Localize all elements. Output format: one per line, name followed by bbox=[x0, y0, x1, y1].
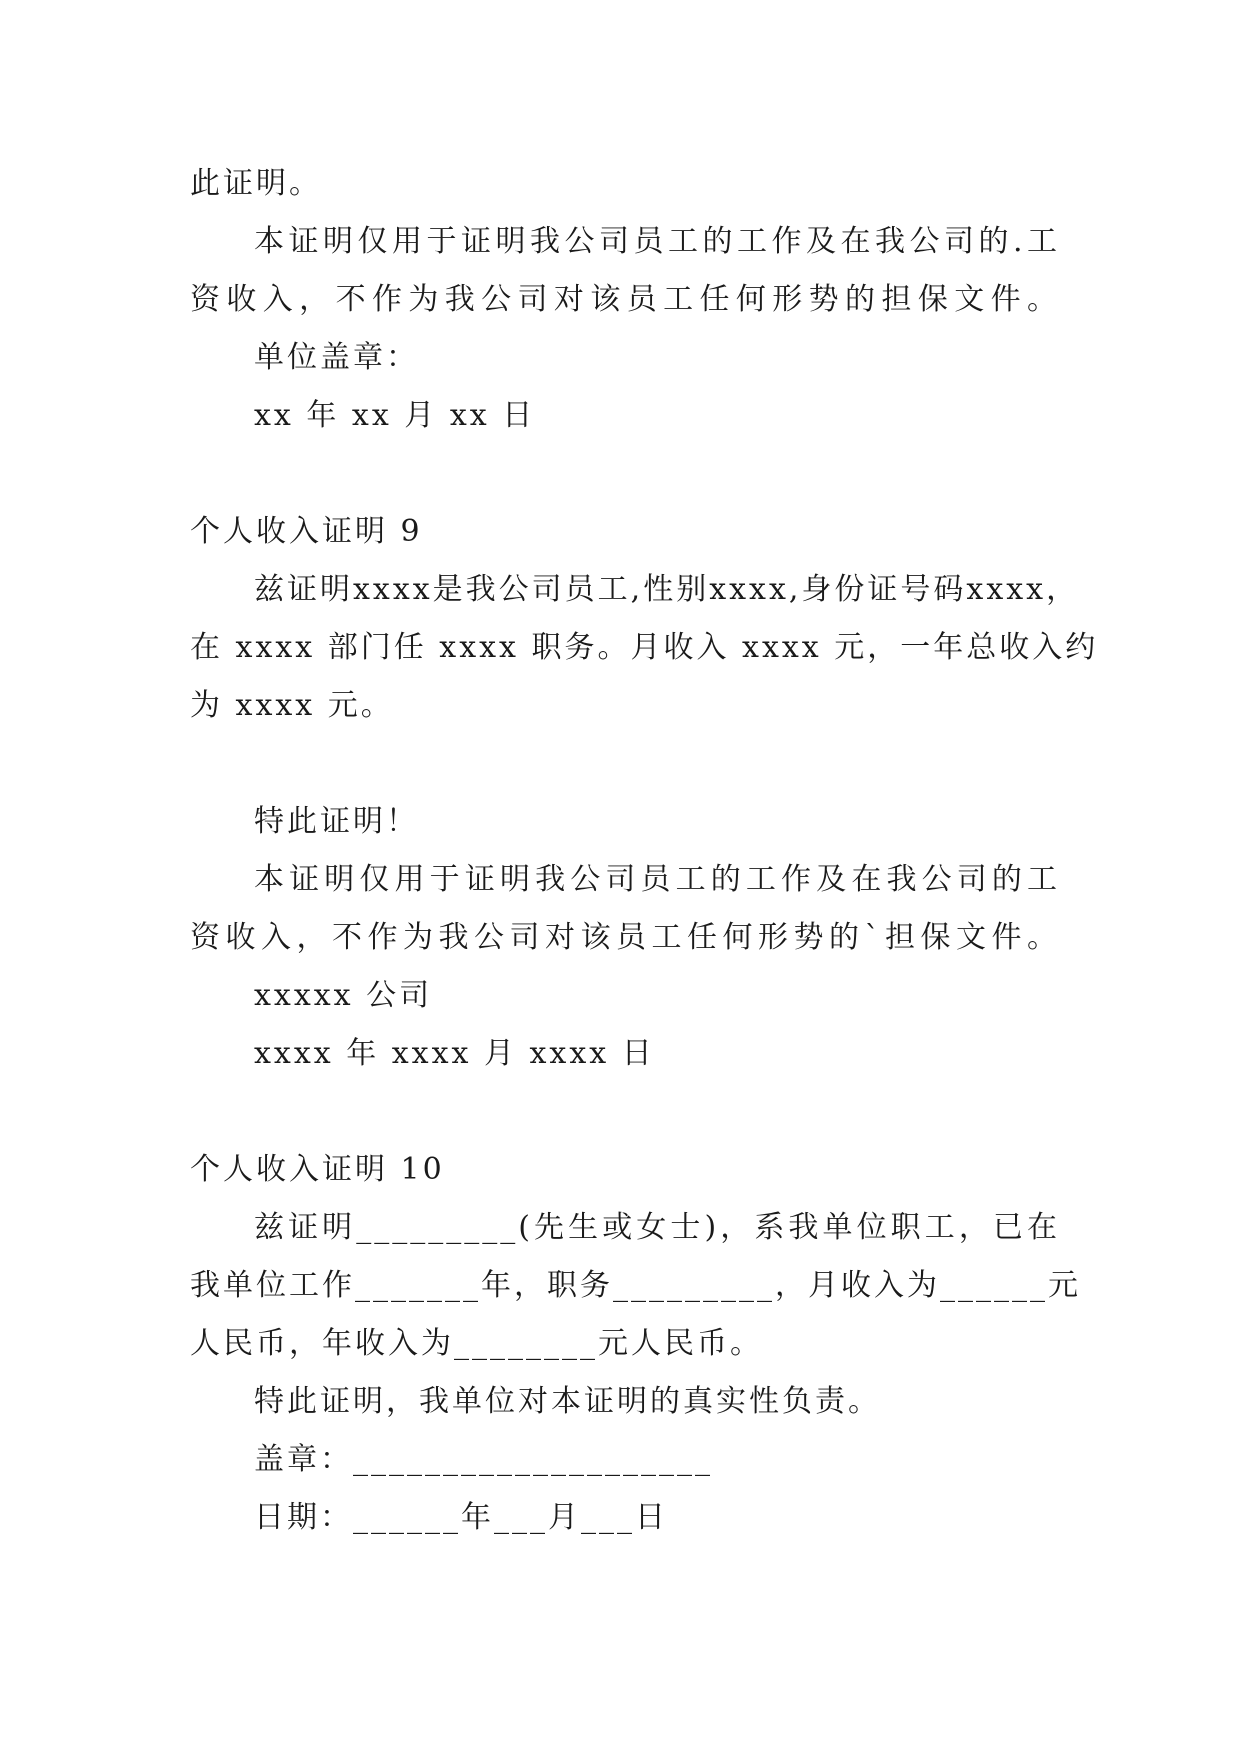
section9-title: 个人收入证明 9 bbox=[190, 514, 423, 549]
section9-body-line3: 为 xxxx 元。 bbox=[190, 688, 394, 723]
section8-seal-label: 单位盖章： bbox=[254, 340, 419, 375]
section10-body-line3: 人民币，年收入为________元人民币。 bbox=[190, 1326, 763, 1361]
section9-special-statement: 特此证明！ bbox=[254, 804, 419, 839]
section10-body-line1: 兹证明_________(先生或女士)，系我单位职工，已在 bbox=[254, 1210, 1060, 1245]
section10-seal-field: 盖章：____________________ bbox=[254, 1442, 713, 1477]
section9-disclaimer-line1: 本证明仅用于证明我公司员工的工作及在我公司的工 bbox=[254, 862, 1060, 897]
section8-closing-line: 此证明。 bbox=[190, 166, 322, 201]
section10-body-line2: 我单位工作_______年，职务_________，月收入为______元 bbox=[190, 1268, 1081, 1303]
section9-disclaimer-line2: 资收入，不作为我公司对该员工任何形势的`担保文件。 bbox=[190, 920, 1060, 955]
section9-company: xxxxx 公司 bbox=[254, 978, 433, 1013]
section10-date-field: 日期：______年___月___日 bbox=[254, 1500, 668, 1535]
section9-body-line1: 兹证明xxxx是我公司员工,性别xxxx,身份证号码xxxx， bbox=[254, 572, 1080, 607]
section10-title: 个人收入证明 10 bbox=[190, 1152, 445, 1187]
section10-special-statement: 特此证明，我单位对本证明的真实性负责。 bbox=[254, 1384, 881, 1419]
section9-date: xxxx 年 xxxx 月 xxxx 日 bbox=[254, 1036, 655, 1071]
section8-date: xx 年 xx 月 xx 日 bbox=[254, 398, 536, 433]
section9-body-line2: 在 xxxx 部门任 xxxx 职务。月收入 xxxx 元，一年总收入约 bbox=[190, 630, 1099, 665]
section8-disclaimer-line2: 资收入，不作为我公司对该员工任何形势的担保文件。 bbox=[190, 282, 1060, 317]
section8-disclaimer-line1: 本证明仅用于证明我公司员工的工作及在我公司的.工 bbox=[254, 224, 1060, 259]
